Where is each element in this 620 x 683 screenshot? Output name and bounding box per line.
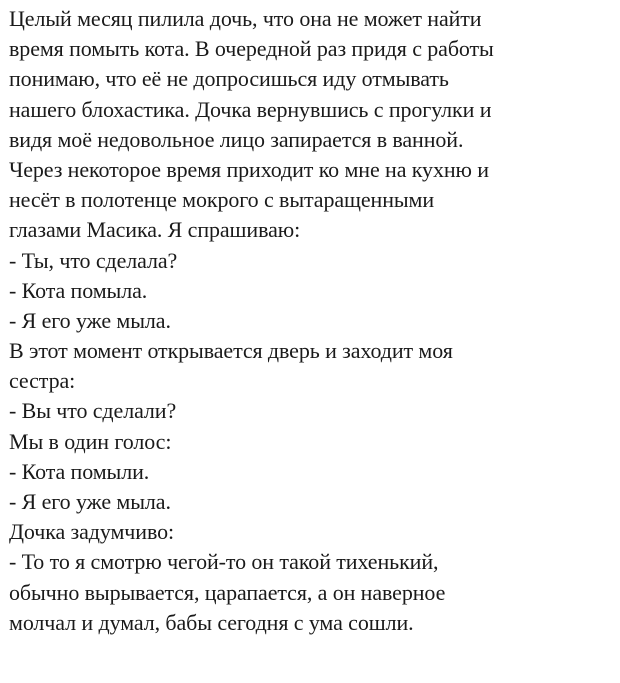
dialogue-line: - Кота помыли. bbox=[9, 458, 150, 484]
text-line: Мы в один голос: bbox=[9, 428, 172, 454]
text-line: глазами Масика. Я спрашиваю: bbox=[9, 217, 301, 243]
text-line: нашего блохастика. Дочка вернувшись с прогулки и bbox=[9, 96, 492, 122]
text-line: понимаю, что её не допросишься иду отмывать bbox=[9, 66, 449, 92]
text-line: время помыть кота. В очередной раз придя с работы bbox=[9, 36, 494, 62]
dialogue-line: - Я его уже мыла. bbox=[9, 307, 171, 333]
story-text bbox=[9, 4, 615, 638]
text-line: сестра: bbox=[9, 368, 76, 394]
text-line: Дочка задумчиво: bbox=[9, 519, 174, 545]
text-line: видя моё недовольное лицо запирается в ванной. bbox=[9, 126, 464, 152]
text-line: обычно вырывается, царапается, а он наверное bbox=[9, 579, 446, 605]
dialogue-line: - Кота помыла. bbox=[9, 277, 148, 303]
dialogue-line: - Я его уже мыла. bbox=[9, 489, 171, 514]
dialogue-line: - То то я смотрю чегой-то он такой тихенький, bbox=[9, 549, 439, 575]
text-line: молчал и думал, бабы сегодня с ума сошли. bbox=[9, 609, 414, 635]
text-line: несёт в полотенце мокрого с вытаращенными bbox=[9, 187, 435, 213]
text-line: В этот момент открывается дверь и заходит моя bbox=[9, 338, 453, 364]
text-line: Целый месяц пилила дочь, что она не может найти bbox=[9, 6, 482, 31]
dialogue-line: - Вы что сделали? bbox=[9, 398, 177, 424]
dialogue-line: - Ты, что сделала? bbox=[9, 247, 178, 273]
text-line: Через некоторое время приходит ко мне на кухню и bbox=[9, 156, 489, 182]
